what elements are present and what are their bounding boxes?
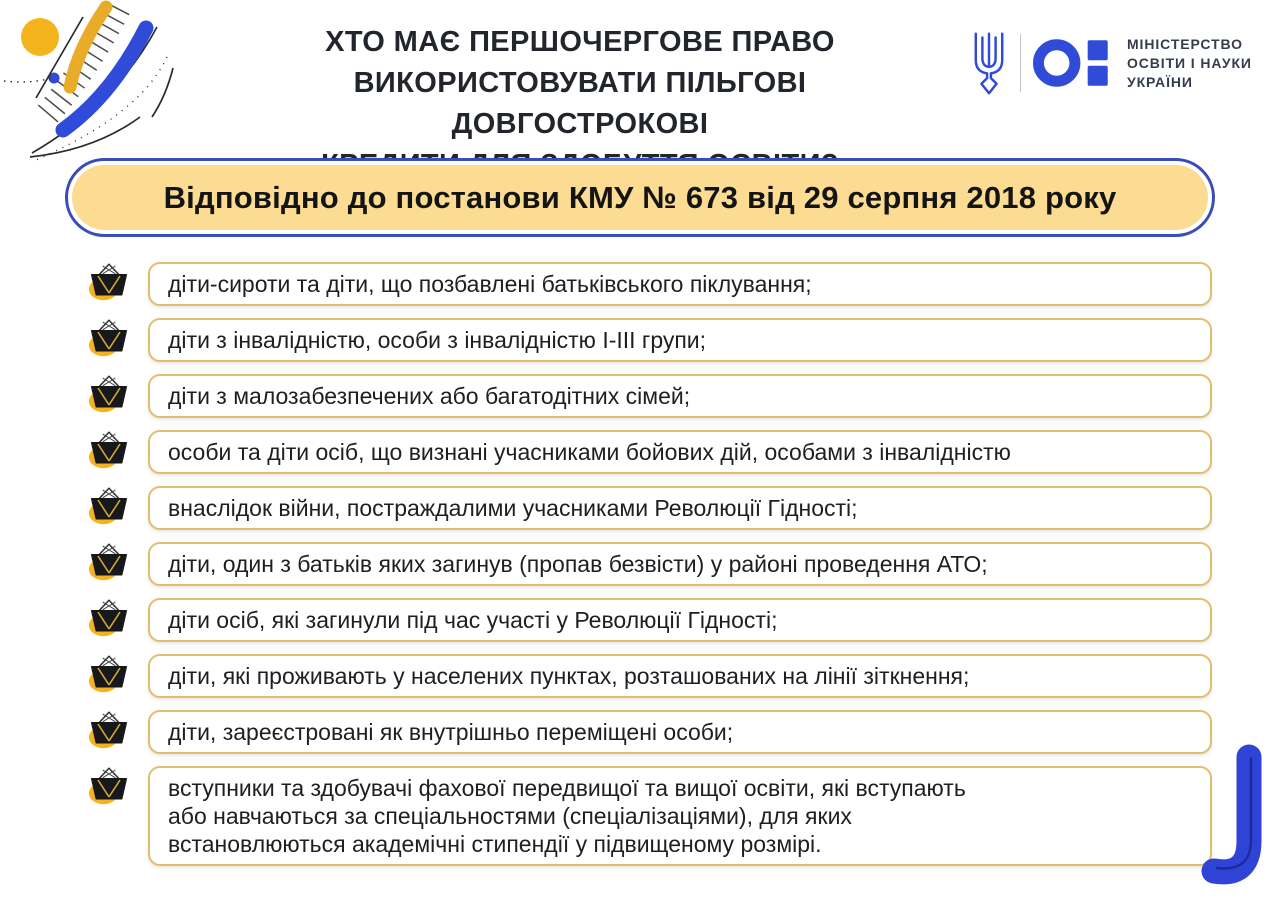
list-item <box>86 262 1212 306</box>
yellow-dot-decoration <box>21 18 59 56</box>
ministry-name <box>1127 35 1252 92</box>
list-item-box <box>148 318 1212 362</box>
list-item-text: діти, один з батьків яких загинув (пропав безвісти) у районі проведення АТО; <box>168 551 988 577</box>
list-item-text: внаслідок війни, постраждалими учасниками Революції Гідності; <box>168 495 858 521</box>
binder-clip-icon <box>86 485 132 527</box>
binder-clip-icon <box>86 317 132 359</box>
list-item-box <box>148 430 1212 474</box>
binder-clip-icon <box>86 429 132 471</box>
page-title-line: ХТО МАЄ ПЕРШОЧЕРГОВЕ ПРАВО <box>325 26 835 58</box>
binder-clip-icon <box>86 653 132 695</box>
list-item <box>86 766 1212 866</box>
list-item-box <box>148 598 1212 642</box>
benefits-list <box>86 262 1212 878</box>
list-item-text: вступники та здобувачі фахової передвищої та вищої освіти, які вступають або навчаються за спеціальностями (спеціалізаціями), для яких встановлюються академічні стипендії у підвищеному розмірі. <box>168 775 966 857</box>
list-item <box>86 430 1212 474</box>
list-item <box>86 654 1212 698</box>
j-stroke-decoration <box>1198 744 1272 902</box>
list-item-text: діти осіб, які загинули під час участі у Революції Гідності; <box>168 607 778 633</box>
list-item <box>86 710 1212 754</box>
logo-divider <box>1020 34 1021 92</box>
list-item-text: діти, які проживають у населених пунктах, розташованих на лінії зіткнення; <box>168 663 970 689</box>
decree-banner <box>65 158 1215 237</box>
list-item <box>86 486 1212 530</box>
ministry-name-line: ОСВІТИ І НАУКИ <box>1127 54 1252 71</box>
binder-clip-icon <box>86 709 132 751</box>
list-item-text: діти, зареєстровані як внутрішньо переміщені особи; <box>168 719 734 745</box>
binder-clip-icon <box>86 541 132 583</box>
binder-clip-icon <box>86 765 132 807</box>
binder-clip-icon <box>86 261 132 303</box>
decree-banner-text: Відповідно до постанови КМУ № 673 від 29 серпня 2018 року <box>72 165 1208 230</box>
binder-clip-icon <box>86 597 132 639</box>
list-item <box>86 542 1212 586</box>
list-item-text: діти з малозабезпечених або багатодітних сімей; <box>168 383 691 409</box>
list-item-box <box>148 262 1212 306</box>
list-item-text: діти з інвалідністю, особи з інвалідністю I-III групи; <box>168 327 707 353</box>
list-item-box <box>148 710 1212 754</box>
page-title-line: ВИКОРИСТОВУВАТИ ПІЛЬГОВІ ДОВГОСТРОКОВІ <box>353 67 807 140</box>
list-item <box>86 598 1212 642</box>
list-item <box>86 374 1212 418</box>
mon-colon-logo-icon <box>1033 37 1115 89</box>
list-item-box <box>148 374 1212 418</box>
binder-clip-icon <box>86 373 132 415</box>
list-item-box <box>148 654 1212 698</box>
list-item-box <box>148 486 1212 530</box>
list-item <box>86 318 1212 362</box>
list-item-text: особи та діти осіб, що визнані учасниками бойових дій, особами з інвалідністю <box>168 439 1011 465</box>
ministry-name-line: УКРАЇНИ <box>1127 73 1193 90</box>
list-item-box <box>148 542 1212 586</box>
ministry-name-line: МІНІСТЕРСТВО <box>1127 35 1243 52</box>
list-item-box <box>148 766 1212 866</box>
list-item-text: діти-сироти та діти, що позбавлені батьківського піклування; <box>168 271 812 297</box>
trident-icon <box>968 29 1010 97</box>
ministry-logo-block <box>968 24 1258 102</box>
